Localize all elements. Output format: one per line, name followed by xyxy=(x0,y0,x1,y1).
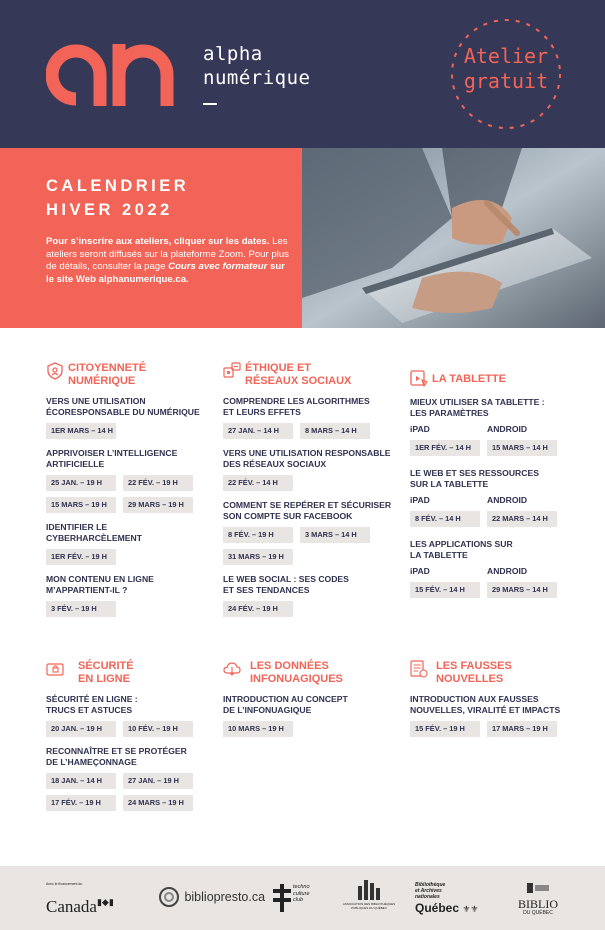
date-button[interactable]: 20 JAN. – 19 H xyxy=(46,721,116,737)
ipad-label: iPAD xyxy=(410,424,430,434)
section-tablette xyxy=(410,369,590,607)
section-donnees xyxy=(223,660,403,746)
date-button[interactable]: 17 FÉV. – 19 H xyxy=(46,795,116,811)
workshop-title: COMPRENDRE LES ALGORITHMES ET LEURS EFFETS xyxy=(223,396,370,417)
workshop-item xyxy=(46,694,226,737)
device-columns xyxy=(410,495,590,505)
date-button[interactable]: 10 FÉV. – 19 H xyxy=(123,721,193,737)
fleur-de-lis-icon: ⚜⚜ xyxy=(462,904,479,914)
date-button[interactable]: 8 FÉV. – 14 H xyxy=(410,511,480,527)
workshop-item xyxy=(223,574,403,617)
hero-desc-text: Les ateliers seront diffusés sur la plateforme Zoom. Pour plus de détails, consulter la page xyxy=(46,236,289,273)
hero-desc-link[interactable]: Cours avec formateur xyxy=(168,261,268,273)
workshop-title: IDENTIFIER LE CYBERHARCÈLEMENT xyxy=(46,522,142,543)
workshop-item xyxy=(46,396,226,439)
biblio-du-quebec-logo[interactable]: BIBLIO DU QUÉBEC xyxy=(514,880,562,916)
date-button[interactable]: 3 FÉV. – 19 H xyxy=(46,601,116,617)
badge-line2: gratuit xyxy=(463,69,549,93)
section-title-line1: CITOYENNETÉ xyxy=(68,362,147,374)
hero-tablet-photo xyxy=(302,148,605,328)
banq-logo[interactable]: Bibliothèque et Archives nationales Québec ⚜⚜ xyxy=(415,882,479,915)
workshop-title: RECONNAÎTRE ET SE PROTÉGER DE L’HAMEÇONNAGE xyxy=(46,746,187,767)
section-title-line1: SÉCURITÉ xyxy=(78,660,134,672)
workshop-item xyxy=(46,522,226,565)
workshop-title: COMMENT SE REPÉRER ET SÉCURISER SON COMPTE SUR FACEBOOK xyxy=(223,500,392,521)
section-title xyxy=(245,362,351,388)
workshop-item xyxy=(223,694,403,737)
abpq-books-icon xyxy=(358,880,380,900)
section-title xyxy=(436,660,512,686)
date-button[interactable]: 24 FÉV. – 19 H xyxy=(223,601,293,617)
hero-desc-bold: Pour s’inscrire aux ateliers, cliquer sur les dates. xyxy=(46,236,270,247)
social-network-icon xyxy=(223,362,241,380)
date-button[interactable]: 15 FÉV. – 19 H xyxy=(410,721,480,737)
brand-underline xyxy=(203,103,217,105)
biblio-icon xyxy=(527,883,549,893)
date-button[interactable]: 22 FÉV. – 14 H xyxy=(223,475,293,491)
ipad-label: iPAD xyxy=(410,566,430,576)
workshop-title: INTRODUCTION AU CONCEPT DE L’INFONUAGIQUE xyxy=(223,694,348,715)
section-title xyxy=(68,362,146,388)
hero-title-line2: HIVER 2022 xyxy=(46,201,173,219)
section-title-line2: NOUVELLES xyxy=(436,673,504,685)
shield-icon xyxy=(46,362,64,380)
section-title-line1: LES FAUSSES xyxy=(436,660,512,672)
section-header xyxy=(410,660,590,694)
bibliopresto-icon xyxy=(158,886,180,908)
date-button[interactable]: 1ER FÉV. – 14 H xyxy=(410,440,480,456)
section-fausses-nouvelles xyxy=(410,660,590,746)
hero xyxy=(0,148,605,328)
workshop-item xyxy=(223,396,403,439)
workshop-title: LES APPLICATIONS SUR LA TABLETTE xyxy=(410,539,513,560)
brand-line1: alpha xyxy=(203,43,263,65)
date-button[interactable]: 25 JAN. – 19 H xyxy=(46,475,116,491)
workshop-item xyxy=(46,574,226,617)
section-header xyxy=(223,362,403,396)
workshop-title: SÉCURITÉ EN LIGNE : TRUCS ET ASTUCES xyxy=(46,694,138,715)
workshop-title: VERS UNE UTILISATION ÉCORESPONSABLE DU NUMÉRIQUE xyxy=(46,396,200,417)
device-columns xyxy=(410,566,590,576)
workshop-item xyxy=(410,468,590,527)
section-title-line2: RÉSEAUX SOCIAUX xyxy=(245,375,352,387)
bibliopresto-logo[interactable]: bibliopresto.ca xyxy=(158,886,265,908)
section-title xyxy=(78,660,134,686)
section-securite xyxy=(46,660,226,820)
workshop-title: VERS UNE UTILISATION RESPONSABLE DES RÉSEAUX SOCIAUX xyxy=(223,448,391,469)
date-button[interactable]: 15 FÉV. – 14 H xyxy=(410,582,480,598)
workshop-title: LE WEB SOCIAL : SES CODES ET SES TENDANCES xyxy=(223,574,349,595)
date-button[interactable]: 1ER MARS – 14 H xyxy=(46,423,116,439)
badge-line1: Atelier xyxy=(463,44,549,68)
section-ethique xyxy=(223,362,403,626)
date-button[interactable]: 29 MARS – 19 H xyxy=(123,497,193,513)
date-button[interactable]: 29 MARS – 14 H xyxy=(487,582,557,598)
news-icon xyxy=(410,660,428,678)
date-button[interactable]: 8 MARS – 14 H xyxy=(300,423,370,439)
tablet-icon xyxy=(410,369,428,387)
funding-note: Avec le financement du xyxy=(46,882,83,886)
section-header xyxy=(46,362,226,396)
section-title-line2: EN LIGNE xyxy=(78,673,130,685)
hero-title xyxy=(46,174,189,222)
cloud-icon xyxy=(223,660,241,678)
date-button[interactable]: 10 MARS – 19 H xyxy=(223,721,293,737)
workshop-item xyxy=(223,500,403,565)
partners-footer: Avec le financement du Canada▮◆▮ bibliopresto.ca techno culture club ASSOCIATION DES BIBLIOTHÈQUES PUBLIQUES DU QUÉBEC Bibliothèque et Archives nationales Québec ⚜⚜ BIBLIO DU QUÉBEC xyxy=(0,866,605,930)
workshop-item xyxy=(46,746,226,811)
section-header xyxy=(46,660,226,694)
date-button[interactable]: 24 MARS – 19 H xyxy=(123,795,193,811)
section-citoyennete xyxy=(46,362,226,626)
section-title-line2: INFONUAGIQUES xyxy=(250,673,343,685)
date-button[interactable]: 27 JAN. – 19 H xyxy=(123,773,193,789)
date-button[interactable]: 22 FÉV. – 19 H xyxy=(123,475,193,491)
alpha-numerique-logo-icon xyxy=(46,44,181,106)
android-label: ANDROID xyxy=(487,566,528,576)
hero-panel xyxy=(0,148,302,328)
techno-culture-icon xyxy=(273,884,291,912)
lock-icon xyxy=(46,660,64,678)
section-title-line2: NUMÉRIQUE xyxy=(68,375,136,387)
date-button[interactable]: 8 FÉV. – 19 H xyxy=(223,527,293,543)
date-button[interactable]: 27 JAN. – 14 H xyxy=(223,423,293,439)
section-title-line1: LES DONNÉES xyxy=(250,660,329,672)
hero-title-line1: CALENDRIER xyxy=(46,177,190,195)
abpq-logo[interactable]: ASSOCIATION DES BIBLIOTHÈQUES PUBLIQUES DU QUÉBEC xyxy=(340,880,398,910)
workshop-title: MIEUX UTILISER SA TABLETTE : LES PARAMÈTRES xyxy=(410,397,545,418)
section-title xyxy=(432,373,506,386)
date-button[interactable]: 15 MARS – 19 H xyxy=(46,497,116,513)
date-button[interactable]: 31 MARS – 19 H xyxy=(223,549,293,565)
section-title-line1: ÉTHIQUE ET xyxy=(245,362,312,374)
brand-line2: numérique xyxy=(203,67,311,89)
android-label: ANDROID xyxy=(487,424,528,434)
workshop-item xyxy=(46,448,226,513)
workshop-item xyxy=(223,448,403,491)
section-header xyxy=(223,660,403,694)
hero-description xyxy=(46,236,291,286)
date-button[interactable]: 18 JAN. – 14 H xyxy=(46,773,116,789)
date-button[interactable]: 22 MARS – 14 H xyxy=(487,511,557,527)
date-button[interactable]: 15 MARS – 14 H xyxy=(487,440,557,456)
workshop-title: MON CONTENU EN LIGNE M’APPARTIENT-IL ? xyxy=(46,574,154,595)
brand-name xyxy=(203,42,310,90)
section-title-line1: LA TABLETTE xyxy=(432,373,506,385)
workshop-title: APPRIVOISER L’INTELLIGENCE ARTIFICIELLE xyxy=(46,448,178,469)
device-columns xyxy=(410,424,590,434)
canada-logo[interactable]: Canada▮◆▮ xyxy=(46,897,114,916)
android-label: ANDROID xyxy=(487,495,528,505)
section-title xyxy=(250,660,343,686)
workshop-title: INTRODUCTION AUX FAUSSES NOUVELLES, VIRALITÉ ET IMPACTS xyxy=(410,694,561,715)
ipad-label: iPAD xyxy=(410,495,430,505)
workshop-title: LE WEB ET SES RESSOURCES SUR LA TABLETTE xyxy=(410,468,539,489)
section-header xyxy=(410,369,590,397)
date-button[interactable]: 1ER FÉV. – 19 H xyxy=(46,549,116,565)
header xyxy=(0,0,605,148)
badge-label xyxy=(446,44,566,94)
date-button[interactable]: 3 MARS – 14 H xyxy=(300,527,370,543)
workshop-item xyxy=(410,694,590,737)
date-button[interactable]: 17 MARS – 19 H xyxy=(487,721,557,737)
workshop-item xyxy=(410,397,590,456)
workshop-item xyxy=(410,539,590,598)
hero-desc-tail: sur le site Web alphanumerique.ca. xyxy=(46,261,285,285)
